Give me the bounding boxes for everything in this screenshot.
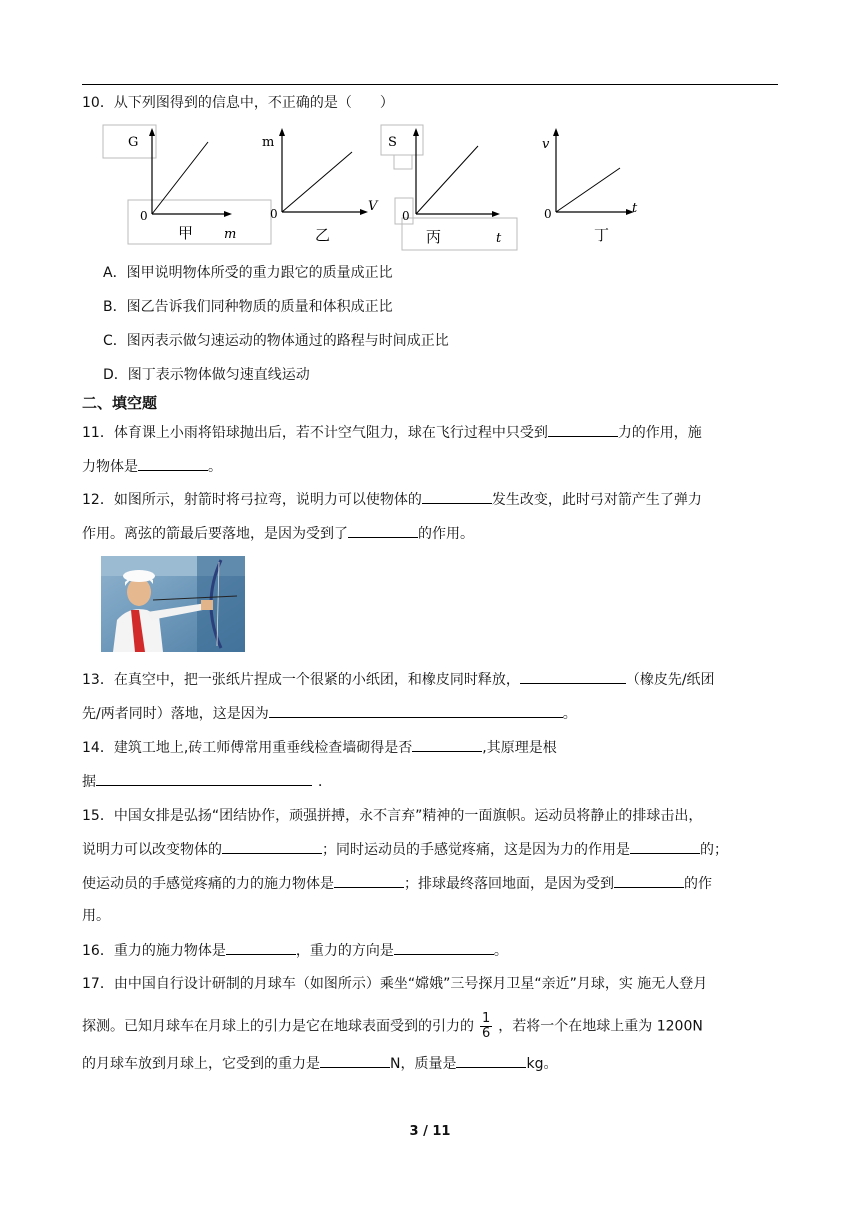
q12-line-1 bbox=[82, 489, 702, 510]
graph-yi-y-label: m bbox=[262, 135, 275, 150]
graph-jia-x-label: m bbox=[224, 227, 237, 242]
q17-text-d: 的月球车放到月球上，它受到的重力是 bbox=[82, 1056, 320, 1072]
graph-ding-origin: 0 bbox=[544, 207, 552, 221]
q16-text-b: ，重力的方向是 bbox=[295, 943, 394, 959]
q13-text-c: 先/两者同时）落地，这是因为 bbox=[82, 706, 269, 722]
q15-text-d: 的； bbox=[700, 842, 728, 858]
graph-yi-x-label: V bbox=[368, 199, 378, 214]
q11-line-1 bbox=[82, 422, 702, 443]
q16-blank-1[interactable] bbox=[226, 940, 296, 955]
graph-ding-x-label: t bbox=[632, 201, 638, 216]
graph-bing bbox=[378, 122, 520, 256]
graph-bing-y-label: S bbox=[388, 135, 397, 150]
q10-option-c: C．图丙表示做匀速运动的物体通过的路程与时间成正比 bbox=[103, 333, 449, 349]
q10-option-d: D．图丁表示物体做匀速直线运动 bbox=[103, 367, 310, 383]
q11-text-a: 11．体育课上小雨将铅球抛出后，若不计空气阻力，球在飞行过程中只受到 bbox=[82, 425, 548, 441]
q13-line-2 bbox=[82, 703, 577, 724]
q12-line-2 bbox=[82, 523, 474, 544]
q17-line-2 bbox=[82, 1012, 703, 1041]
q12-text-c: 作用。离弦的箭最后要落地，是因为受到了 bbox=[82, 526, 348, 542]
q17-text-c: ，若将一个在地球上重为 1200N bbox=[498, 1018, 703, 1035]
q14-blank-2[interactable] bbox=[96, 771, 312, 786]
graph-ding-caption: 丁 bbox=[594, 226, 610, 244]
q14-line-1 bbox=[82, 737, 557, 758]
graph-yi bbox=[258, 122, 388, 250]
q17-line-3 bbox=[82, 1053, 557, 1074]
graph-ding bbox=[532, 122, 652, 250]
q17-text-e: N，质量是 bbox=[390, 1056, 457, 1072]
q17-text-f: kg。 bbox=[526, 1056, 558, 1072]
q14-line-2 bbox=[82, 771, 332, 792]
q12-blank-2[interactable] bbox=[348, 523, 418, 538]
q15-blank-1[interactable] bbox=[222, 839, 322, 854]
q14-text-c: 据 bbox=[82, 774, 96, 790]
q14-text-b: ,其原理是根 bbox=[482, 740, 557, 756]
q13-blank-2[interactable] bbox=[269, 703, 563, 718]
graph-bing-origin: 0 bbox=[402, 209, 410, 223]
graph-bing-x-label: t bbox=[496, 231, 502, 246]
q15-text-c: ；同时运动员的手感觉疼痛，这是因为力的作用是 bbox=[322, 842, 630, 858]
q14-text-d: ． bbox=[318, 774, 332, 790]
q15-text-g: 的作 bbox=[684, 876, 712, 892]
q17-blank-2[interactable] bbox=[456, 1053, 526, 1068]
q17-frac-num: 1 bbox=[482, 1011, 491, 1026]
q12-text-b: 发生改变，此时弓对箭产生了弹力 bbox=[491, 492, 702, 508]
header-rule bbox=[82, 84, 778, 85]
q11-text-b: 力的作用，施 bbox=[617, 425, 702, 441]
q10-option-b: B．图乙告诉我们同种物质的质量和体积成正比 bbox=[103, 299, 393, 315]
q13-text-b: （橡皮先/纸团 bbox=[625, 672, 715, 688]
graph-jia-caption: 甲 bbox=[178, 224, 194, 242]
graph-jia-origin: 0 bbox=[140, 209, 148, 223]
graph-jia bbox=[100, 122, 275, 250]
q15-blank-4[interactable] bbox=[614, 873, 684, 888]
q16-text-a: 16．重力的施力物体是 bbox=[82, 943, 226, 959]
graph-bing-caption: 丙 bbox=[426, 228, 442, 246]
archery-photo bbox=[101, 556, 245, 652]
q15-text-b: 说明力可以改变物体的 bbox=[82, 842, 222, 858]
q17-fraction bbox=[480, 1012, 492, 1041]
q15-line-1: 15．中国女排是弘扬“团结协作，顽强拼搏，永不言弃”精神的一面旗帜。运动员将静止的排球击出， bbox=[82, 808, 703, 824]
q10-stem: 10．从下列图得到的信息中，不正确的是（ ） bbox=[82, 95, 394, 111]
q11-blank-1[interactable] bbox=[548, 422, 618, 437]
graph-ding-y-label: v bbox=[542, 137, 550, 152]
q12-text-d: 的作用。 bbox=[418, 526, 474, 542]
q15-blank-2[interactable] bbox=[630, 839, 700, 854]
q17-line-1: 17．由中国自行设计研制的月球车（如图所示）乘坐“嫦娥”三号探月卫星“亲近”月球，实 施无人登月 bbox=[82, 976, 708, 992]
q15-text-f: ；排球最终落回地面，是因为受到 bbox=[404, 876, 614, 892]
q13-text-d: 。 bbox=[562, 706, 577, 722]
q12-blank-1[interactable] bbox=[422, 489, 492, 504]
q14-text-a: 14．建筑工地上,砖工师傅常用重垂线检查墙砌得是否 bbox=[82, 740, 413, 756]
q17-blank-1[interactable] bbox=[320, 1053, 390, 1068]
q16-blank-2[interactable] bbox=[394, 940, 494, 955]
q16-line bbox=[82, 940, 508, 961]
q11-text-c: 力物体是 bbox=[82, 459, 138, 475]
q11-line-2 bbox=[82, 456, 222, 477]
q10-option-a: A．图甲说明物体所受的重力跟它的质量成正比 bbox=[103, 265, 393, 281]
q14-blank-1[interactable] bbox=[412, 737, 482, 752]
q15-blank-3[interactable] bbox=[334, 873, 404, 888]
q11-text-d: 。 bbox=[208, 459, 222, 475]
graph-jia-y-label: G bbox=[128, 135, 139, 150]
q15-line-4: 用。 bbox=[82, 908, 110, 924]
q13-blank-1[interactable] bbox=[520, 669, 626, 684]
graph-yi-origin: 0 bbox=[270, 207, 278, 221]
section-title: 二、填空题 bbox=[82, 394, 158, 412]
q15-line-2 bbox=[82, 839, 728, 860]
q13-text-a: 13．在真空中，把一张纸片捏成一个很紧的小纸团，和橡皮同时释放， bbox=[82, 672, 520, 688]
graph-yi-caption: 乙 bbox=[315, 226, 331, 244]
q13-line-1 bbox=[82, 669, 715, 690]
q15-text-e: 使运动员的手感觉疼痛的力的施力物体是 bbox=[82, 876, 334, 892]
page-number: 3 / 11 bbox=[409, 1124, 451, 1139]
q16-text-c: 。 bbox=[493, 943, 508, 959]
q12-text-a: 12．如图所示，射箭时将弓拉弯，说明力可以使物体的 bbox=[82, 492, 422, 508]
q15-line-3 bbox=[82, 873, 712, 894]
q17-text-b: 探测。已知月球车在月球上的引力是它在地球表面受到的引力的 bbox=[82, 1018, 474, 1035]
q11-blank-2[interactable] bbox=[138, 456, 208, 471]
q17-frac-den: 6 bbox=[482, 1026, 491, 1041]
